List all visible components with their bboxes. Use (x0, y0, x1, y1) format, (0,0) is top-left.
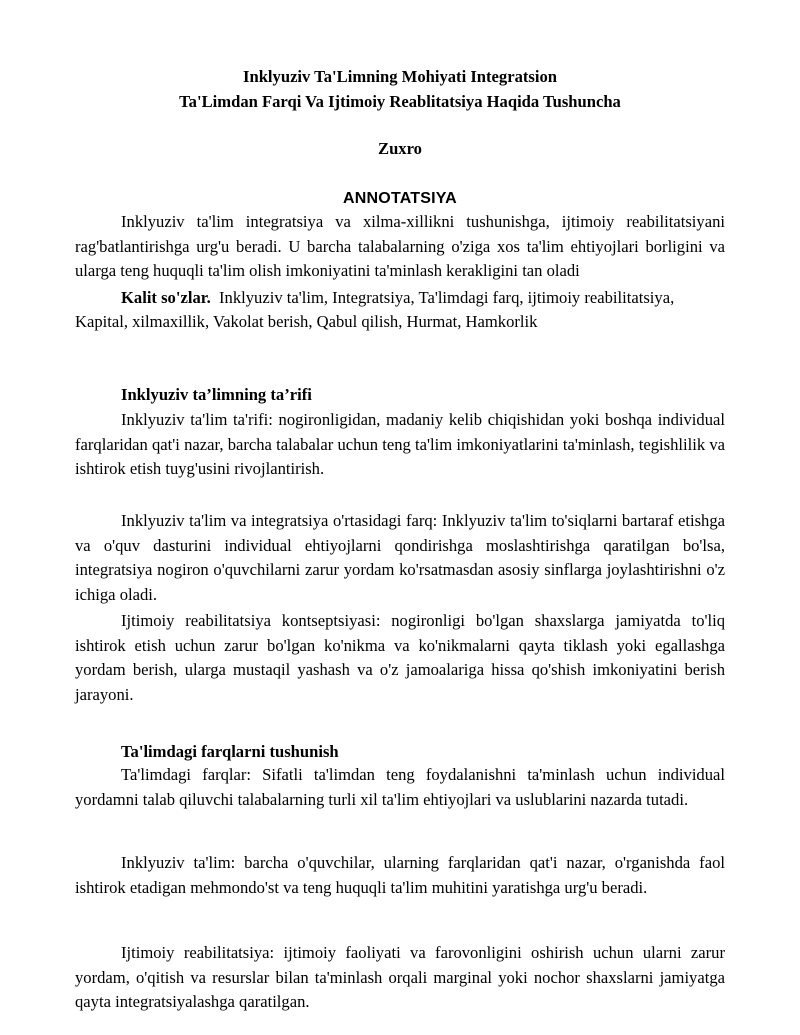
section2-body (75, 763, 725, 812)
section2-body-2 (75, 851, 725, 900)
annotation-heading: ANNOTATSIYA (343, 190, 457, 207)
section2-heading: Ta'limdagi farqlarni tushunish (121, 742, 339, 761)
title-line-1: Inklyuziv Ta'Limning Mohiyati Integratsion (243, 67, 557, 86)
section2-paragraph-1: Ta'limdagi farqlar: Sifatli ta'limdan teng foydalanishni ta'minlash uchun individual yordamni talab qiluvchi talabalarning turli xil ta'lim ehtiyojlari va uslublarini nazarda tutadi. (75, 765, 725, 809)
keywords-label: Kalit so'zlar. (121, 287, 211, 307)
section1-paragraph-3: Ijtimoiy reabilitatsiya kontseptsiyasi: nogironligi bo'lgan shaxslarga jamiyatda to'liq ishtirok etish uchun zarur bo'lgan ko'nikma va ko'nikmalarni qayta tiklash yoki egallashga yordam berish, ularga mustaqil yashash va o'z jamoalariga hissa qo'shish imkoniyatini berish jarayoni. (75, 611, 725, 704)
annotation-text: Inklyuziv ta'lim integratsiya va xilma-xillikni tushunishga, ijtimoiy reabilitatsiyani rag'batlantirishga urg'u beradi. U barcha talabalarning o'ziga xos ta'lim ehtiyojlari borligini va ularga teng huquqli ta'lim olish imkoniyatini ta'minlash kerakligini tan oladi (75, 212, 725, 280)
section2-body-3 (75, 941, 725, 1015)
section2-paragraph-3: Ijtimoiy reabilitatsiya: ijtimoiy faoliyati va farovonligini oshirish uchun ularni zarur yordam, o'qitish va resurslar bilan ta'minlash orqali marginal yoki nochor shaxslarni jamiyatga qayta integratsiyalashga qaratilgan. (75, 943, 725, 1011)
annotation-block (75, 210, 725, 335)
keywords-text: Inklyuziv ta'lim, Integratsiya, Ta'limdagi farq, ijtimoiy reabilitatsiya, Kapital, xilmaxillik, Vakolat berish, Qabul qilish, Hurmat, Hamkorlik (75, 287, 675, 331)
section1-paragraph-2: Inklyuziv ta'lim va integratsiya o'rtasidagi farq: Inklyuziv ta'lim to'siqlarni bartaraf etishga va o'quv dasturini individual ehtiyojlarni qondirishga moslashtirishga qaratilgan bo'lsa, integratsiya nogiron o'quvchilarni zarur yordam ko'rsatmasdan asosiy sinflarga joylashtirishni o'z ichiga oladi. (75, 511, 725, 604)
document-title (0, 64, 800, 114)
section1-body-3 (75, 609, 725, 707)
section2-paragraph-2: Inklyuziv ta'lim: barcha o'quvchilar, ularning farqlaridan qat'i nazar, o'rganishda faol ishtirok etadigan mehmondo'st va teng huquqli ta'lim muhitini yaratishga urg'u beradi. (75, 853, 725, 897)
title-line-2: Ta'Limdan Farqi Va Ijtimoiy Reablitatsiya Haqida Tushuncha (179, 92, 621, 111)
section1-body (75, 408, 725, 482)
keywords-paragraph (75, 286, 725, 335)
section1-paragraph-1: Inklyuziv ta'lim ta'rifi: nogironligidan, madaniy kelib chiqishidan yoki boshqa individual farqlaridan qat'i nazar, barcha talabalar uchun teng ta'lim imkoniyatlarini ta'minlash, tegishlilik va ishtirok etish tuyg'usini rivojlantirish. (75, 410, 725, 478)
author-name: Zuxro (378, 139, 422, 158)
section1-body-2 (75, 509, 725, 607)
section1-heading: Inklyuziv ta’limning ta’rifi (121, 385, 312, 404)
